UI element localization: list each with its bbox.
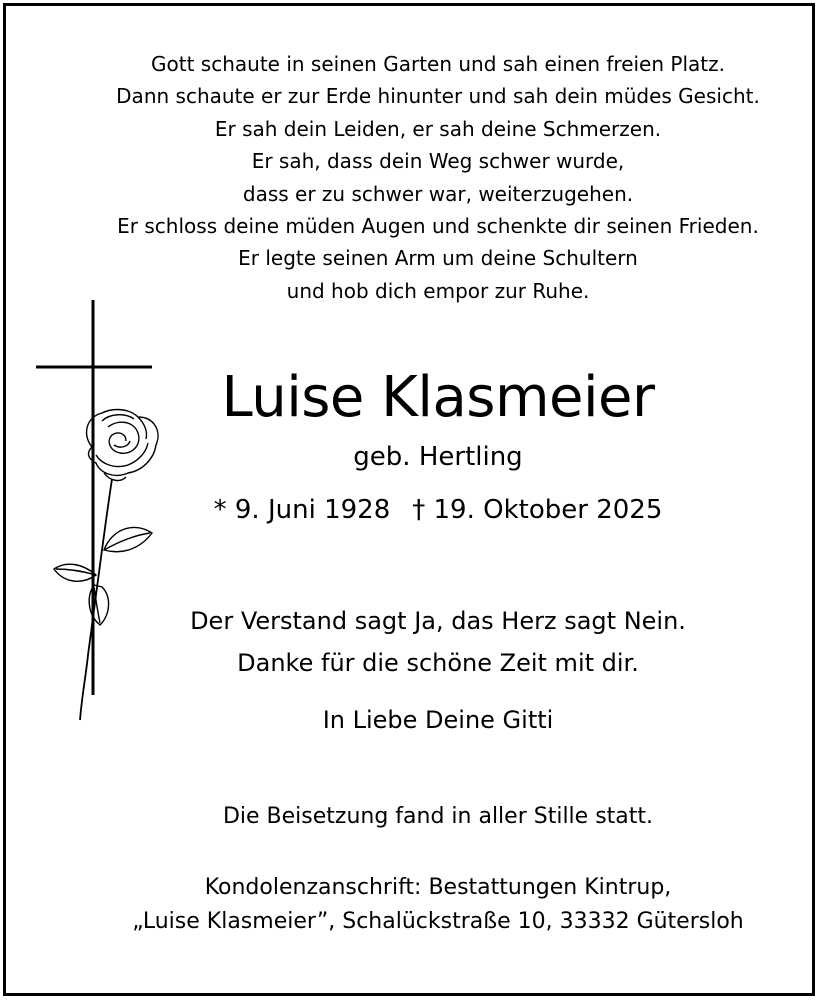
poem-line: und hob dich empor zur Ruhe. <box>286 278 590 303</box>
poem <box>0 48 818 307</box>
poem-line: Er schloss deine müden Augen und schenkte dir seinen Frieden. <box>117 214 759 239</box>
condolence-address <box>0 871 818 939</box>
poem-line: dass er zu schwer war, weiterzugehen. <box>242 181 634 206</box>
burial-note: Die Beisetzung fand in aller Stille statt. <box>222 804 654 829</box>
deceased-name: Luise Klasmeier <box>221 365 655 430</box>
poem-line: Er legte seinen Arm um deine Schultern <box>238 246 638 271</box>
poem-line: Dann schaute er zur Erde hinunter und sah dein müdes Gesicht. <box>116 84 760 109</box>
contact-line: Kondolenzanschrift: Bestattungen Kintrup, <box>204 875 672 900</box>
quote-line: Danke für die schöne Zeit mit dir. <box>237 649 639 677</box>
birth-name: geb. Hertling <box>353 442 523 472</box>
poem-line: Er sah dein Leiden, er sah deine Schmerzen. <box>214 116 662 141</box>
life-dates <box>0 492 818 528</box>
death-date: † 19. Oktober 2025 <box>412 495 663 525</box>
poem-line: Gott schaute in seinen Garten und sah einen freien Platz. <box>151 52 725 76</box>
quote <box>0 600 818 684</box>
poem-line: Er sah, dass dein Weg schwer wurde, <box>251 149 625 174</box>
signoff: In Liebe Deine Gitti <box>322 706 554 734</box>
birth-date: * 9. Juni 1928 <box>213 495 391 525</box>
contact-line: „Luise Klasmeier”, Schalückstraße 10, 33332 Gütersloh <box>132 909 744 934</box>
quote-line: Der Verstand sagt Ja, das Herz sagt Nein. <box>190 607 686 635</box>
